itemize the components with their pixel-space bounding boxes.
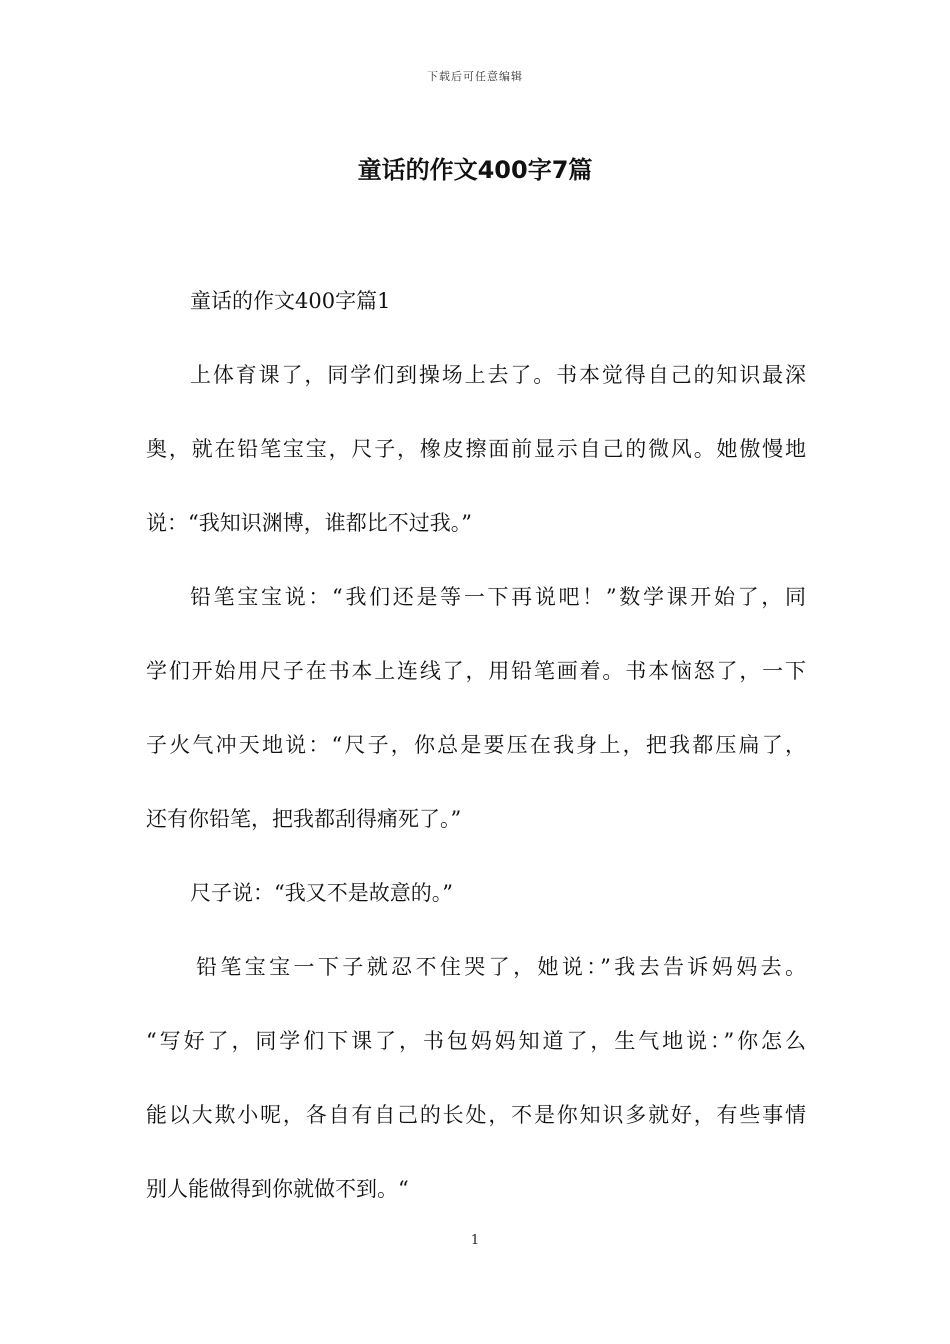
paragraph-line: 学们开始用尺子在书本上连线了，用铅笔画着。书本恼怒了，一下 (146, 659, 806, 683)
paragraph-line: 上体育课了，同学们到操场上去了。书本觉得自己的知识最深 (190, 363, 806, 387)
paragraph-line: 铅笔宝宝一下子就忍不住哭了，她说：”我去告诉妈妈去。 (196, 955, 806, 979)
document-body (146, 264, 806, 1226)
paragraph-line: 还有你铅笔，把我都刮得痛死了。” (146, 807, 462, 831)
paragraph-line: 别人能做得到你就做不到。“ (146, 1177, 409, 1201)
paragraph-line: 能以大欺小呢，各自有自己的长处，不是你知识多就好，有些事情 (146, 1103, 806, 1127)
page-number: 1 (470, 1233, 480, 1248)
paragraph-line: 说：“我知识渊博，谁都比不过我。” (146, 511, 472, 535)
paragraph-line: 铅笔宝宝说：“我们还是等一下再说吧！”数学课开始了，同 (190, 585, 806, 609)
paragraph-line: “写好了，同学们下课了，书包妈妈知道了，生气地说：”你怎么 (146, 1029, 806, 1053)
header-note: 下载后可任意编辑 (427, 70, 523, 83)
document-title: 童话的作文400字7篇 (357, 156, 593, 184)
section-heading: 童话的作文400字篇1 (190, 289, 391, 313)
paragraph-line: 尺子说：“我又不是故意的。” (190, 881, 453, 905)
paragraph-line: 奥，就在铅笔宝宝，尺子，橡皮擦面前显示自己的微风。她傲慢地 (146, 437, 806, 461)
paragraph-line: 子火气冲天地说：“尺子，你总是要压在我身上，把我都压扁了， (146, 733, 806, 757)
